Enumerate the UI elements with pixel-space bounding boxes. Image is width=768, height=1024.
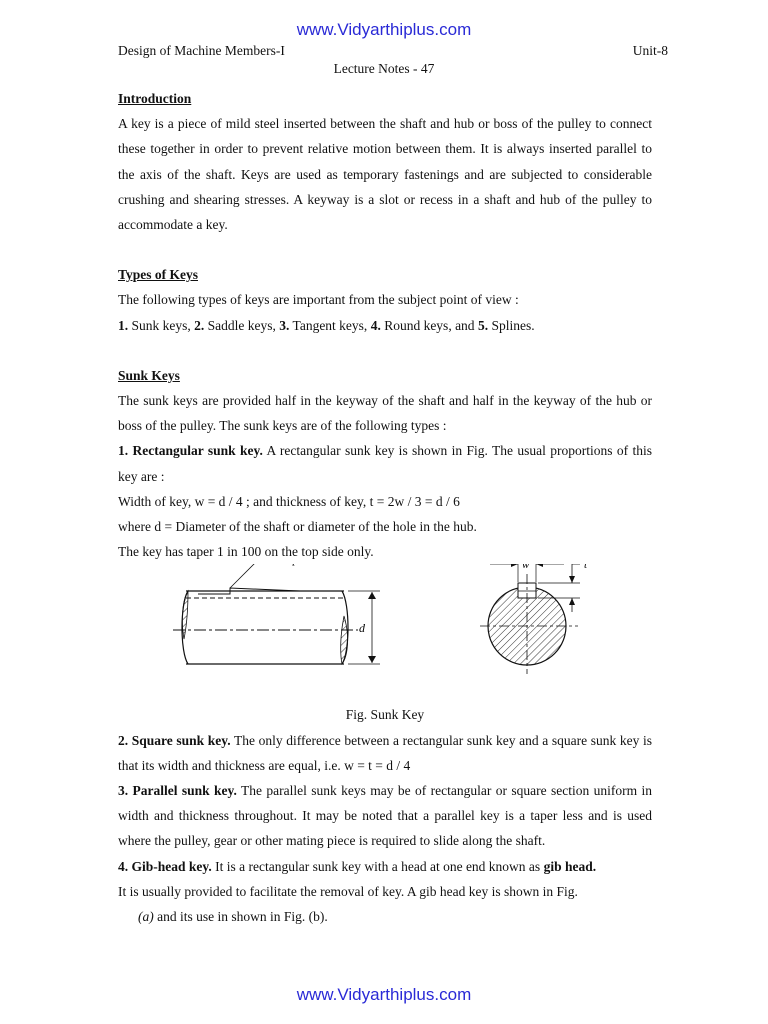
site-url-bottom[interactable]: www.Vidyarthiplus.com (296, 985, 472, 1004)
types-num-1: 1. (118, 317, 129, 333)
types-list (118, 313, 652, 338)
document-body (118, 86, 652, 929)
lecture-number: Lecture Notes - 47 (333, 61, 435, 76)
types-item-4: Round keys, and (380, 317, 478, 333)
types-lead: The following types of keys are important from the subject point of view : (118, 292, 519, 308)
square-sunk-key-paragraph (118, 728, 652, 778)
sunk-keys-heading: Sunk Keys (118, 367, 180, 383)
taper-note: The key has taper 1 in 100 on the top side only. (118, 544, 374, 560)
types-num-5: 5. (477, 317, 489, 333)
w-label: w (522, 564, 530, 572)
gib-head-key-paragraph (118, 854, 652, 879)
unit-label: Unit-8 (632, 43, 668, 58)
types-item-1: Sunk keys, (128, 317, 195, 333)
types-num-2: 2. (194, 317, 205, 333)
sunk-key-figure (118, 564, 652, 702)
introduction-heading: Introduction (118, 91, 192, 106)
gib-head-figure-a: (a) (138, 909, 154, 925)
site-url-top[interactable]: www.Vidyarthiplus.com (296, 20, 472, 39)
gib-head-term: gib head. (543, 858, 597, 874)
figure-caption: Fig. Sunk Key (345, 707, 425, 723)
types-heading: Types of Keys (118, 267, 198, 283)
course-title: Design of Machine Members-I (118, 43, 285, 58)
sunk-keys-lead: The sunk keys are provided half in the keyway of the shaft and half in the keyway of the hub or boss of the pulley. The sunk keys are of the following types : (118, 393, 652, 434)
square-sunk-key-text: The only difference between a rectangular sunk key and a square sunk key is that its width and thickness are equal, i.e. w = t = d / 4 (118, 732, 652, 773)
d-label: d (359, 621, 365, 636)
t-label: t (584, 564, 588, 572)
parallel-sunk-key-text: The parallel sunk keys may be of rectangular or square section uniform in width and thickness throughout. It may be noted that a parallel key is a taper less and is used where the pulley, gear or other mating piece is required to slide along the shaft. (118, 783, 653, 849)
diameter-definition: where d = Diameter of the shaft or diameter of the hole in the hub. (118, 519, 477, 535)
introduction-paragraph: A key is a piece of mild steel inserted between the shaft and hub or boss of the pulley to connect these together in order to prevent relative motion between them. It is always inserted parallel to the axis of the shaft. Keys are used as temporary fastenings and are subjected to considerable crushing and shearing stresses. A keyway is a slot or recess in a shaft and hub of the pulley to accommodate a key. (118, 116, 652, 233)
shaft-cross-section (478, 564, 580, 674)
gib-head-figure-ref (118, 904, 652, 929)
rectangular-sunk-key-paragraph (118, 438, 652, 488)
types-num-4: 4. (370, 317, 381, 333)
square-sunk-key-title: 2. Square sunk key. (118, 732, 231, 748)
types-item-2: Saddle keys, (204, 317, 280, 333)
types-item-3: Tangent keys, (289, 317, 371, 333)
rectangular-sunk-key-title: 1. Rectangular sunk key. (118, 443, 263, 459)
key-proportions: Width of key, w = d / 4 ; and thickness of key, t = 2w / 3 = d / 6 (118, 493, 460, 509)
taper-label (280, 564, 343, 566)
rectangular-sunk-key-text: A rectangular sunk key is shown in Fig. The usual proportions of this key are : (118, 443, 652, 484)
gib-head-key-title: 4. Gib-head key. (118, 858, 212, 874)
parallel-sunk-key-paragraph (118, 778, 652, 854)
types-item-5: Splines. (488, 317, 535, 333)
gib-head-key-text: It is a rectangular sunk key with a head at one end known as (211, 858, 544, 874)
sunk-key-drawing (118, 564, 652, 702)
shaft-side-view (173, 564, 358, 664)
gib-head-figure-text: and its use in shown in Fig. (b). (153, 909, 328, 925)
gib-head-usage: It is usually provided to facilitate the removal of key. A gib head key is shown in Fig. (118, 883, 578, 899)
types-num-3: 3. (279, 317, 290, 333)
parallel-sunk-key-title: 3. Parallel sunk key. (118, 783, 237, 799)
